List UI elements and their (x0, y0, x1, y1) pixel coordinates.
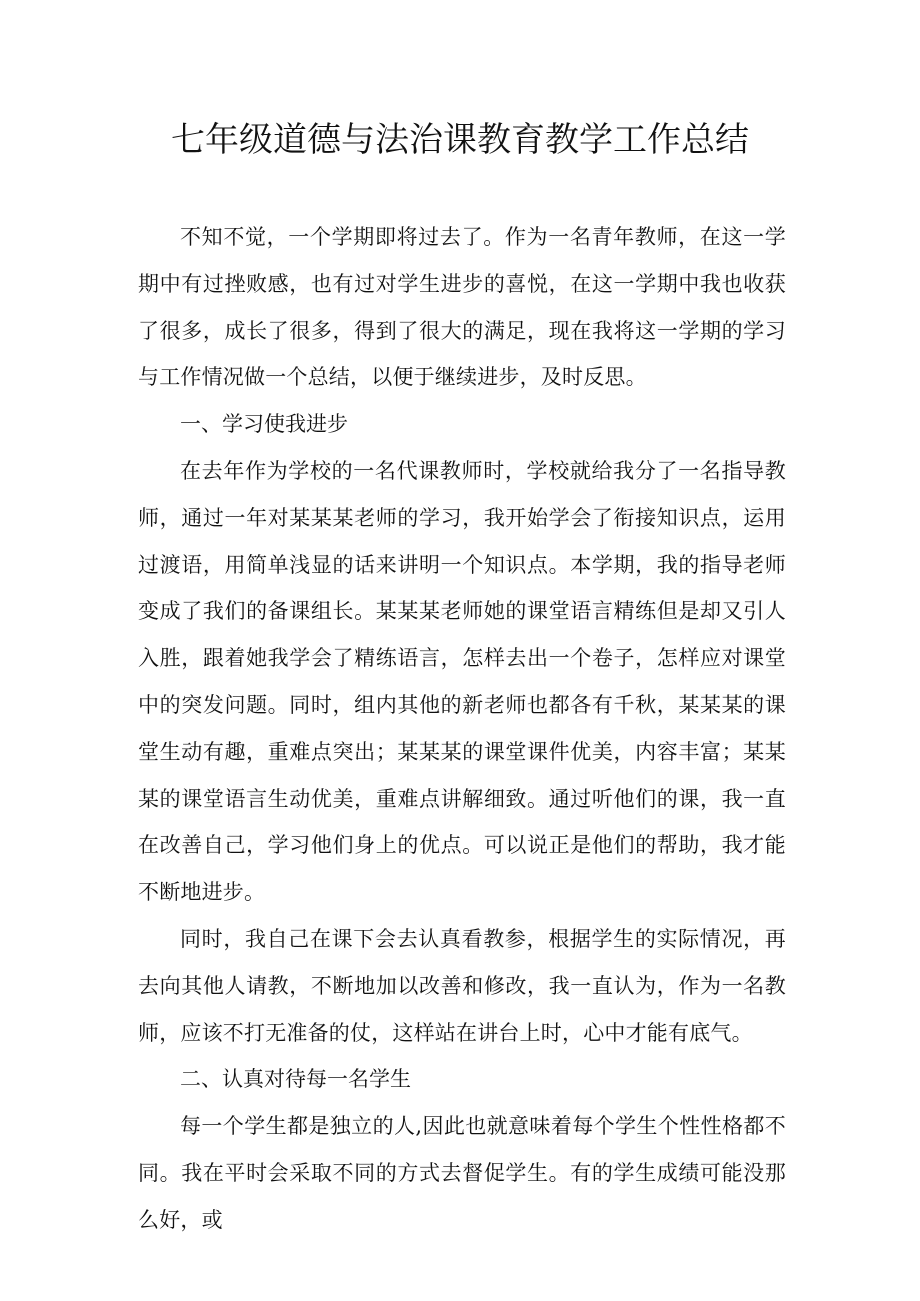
document-title: 七年级道德与法治课教育教学工作总结 (171, 120, 749, 160)
intro-paragraph: 不知不觉，一个学期即将过去了。作为一名青年教师，在这一学期中有过挫败感，也有过对学生进步的喜悦，在这一学期中我也收获了很多，成长了很多，得到了很大的满足，现在我将这一学期的学习与工作情况做一个总结，以便于继续进步，及时反思。 (138, 225, 786, 390)
section-heading-1: 一、学习使我进步 (180, 412, 348, 437)
section-heading-2: 二、认真对待每一名学生 (180, 1067, 411, 1092)
section-1-paragraph-1: 在去年作为学校的一名代课教师时，学校就给我分了一名指导教师，通过一年对某某某老师的学习，我开始学会了衔接知识点，运用过渡语，用简单浅显的话来讲明一个知识点。本学期，我的指导老师变成了我们的备课组长。某某某老师她的课堂语言精练但是却又引人入胜，跟着她我学会了精练语言，怎样去出一个卷子，怎样应对课堂中的突发问题。同时，组内其他的新老师也都各有千秋，某某某的课堂生动有趣，重难点突出；某某某的课堂课件优美，内容丰富；某某某的课堂语言生动优美，重难点讲解细致。通过听他们的课，我一直在改善自己，学习他们身上的优点。可以说正是他们的帮助，我才能不断地进步。 (138, 458, 786, 905)
section-2-paragraph-1: 每一个学生都是独立的人,因此也就意味着每个学生个性性格都不同。我在平时会采取不同的方式去督促学生。有的学生成绩可能没那么好，或 (138, 1114, 786, 1232)
section-1-paragraph-2: 同时，我自己在课下会去认真看教参，根据学生的实际情况，再去向其他人请教，不断地加以改善和修改，我一直认为，作为一名教师，应该不打无准备的仗，这样站在讲台上时，心中才能有底气。 (138, 926, 786, 1045)
document-body (138, 214, 786, 1244)
